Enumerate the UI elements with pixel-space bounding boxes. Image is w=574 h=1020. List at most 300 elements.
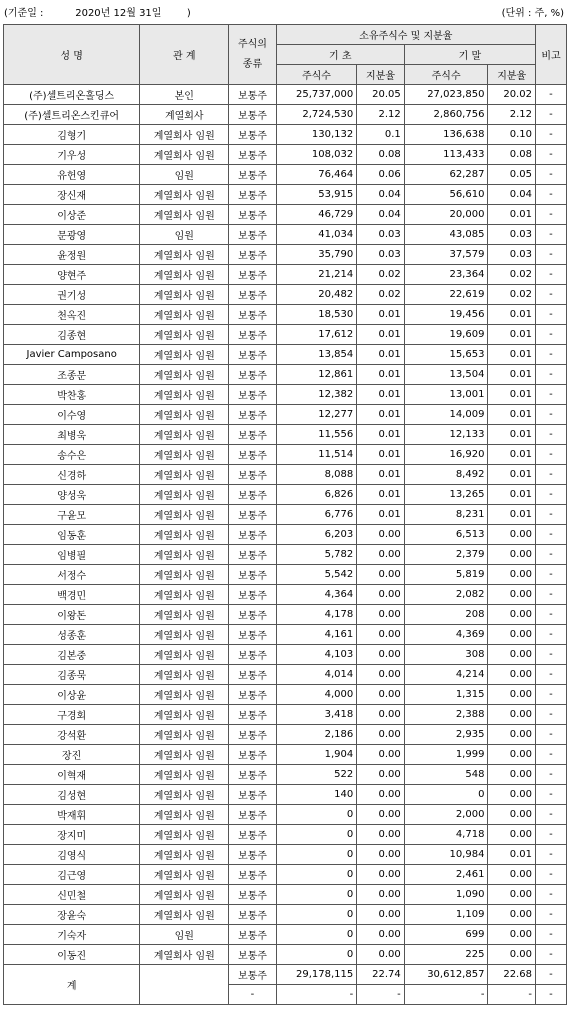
cell-stock-type: 보통주 [229,425,277,445]
total-row [4,965,567,985]
table-row [4,865,567,885]
cell-stock-type: 보통주 [229,825,277,845]
cell-end-shares: 27,023,850 [404,85,488,105]
cell-begin-ratio: 0.00 [357,905,405,925]
cell-end-shares: 699 [404,925,488,945]
cell-end-ratio: 0.01 [488,345,536,365]
header-remark: 비고 [535,25,566,85]
cell-begin-shares: 5,782 [276,545,357,565]
cell-remark: - [535,265,566,285]
cell-begin-ratio: 0.03 [357,225,405,245]
cell-remark: - [535,245,566,265]
cell-begin-shares: 140 [276,785,357,805]
cell-end-ratio: 0.00 [488,945,536,965]
cell-begin-ratio: 0.00 [357,705,405,725]
cell-end-shares: 2,379 [404,545,488,565]
cell-name: Javier Camposano [4,345,140,365]
cell-remark: - [535,545,566,565]
cell-relation: 계열회사 [140,105,229,125]
cell-remark: - [535,585,566,605]
table-row [4,625,567,645]
cell-relation: 계열회사 임원 [140,685,229,705]
cell-begin-shares: 4,103 [276,645,357,665]
cell-end-shares: 16,920 [404,445,488,465]
cell-name: 장신재 [4,185,140,205]
cell-end-ratio: 0.00 [488,525,536,545]
cell-end-shares: 13,265 [404,485,488,505]
cell-stock-type: 보통주 [229,645,277,665]
cell-begin-shares: 0 [276,825,357,845]
table-row [4,405,567,425]
cell-name: 임동훈 [4,525,140,545]
cell-remark: - [535,785,566,805]
cell-remark: - [535,565,566,585]
cell-end-shares: 208 [404,605,488,625]
cell-relation: 임원 [140,165,229,185]
cell-end-ratio: 0.00 [488,605,536,625]
cell-name: 최병욱 [4,425,140,445]
cell-begin-ratio: 0.00 [357,625,405,645]
cell-relation: 계열회사 임원 [140,405,229,425]
table-row [4,905,567,925]
table-row [4,325,567,345]
cell-begin-ratio: 0.00 [357,885,405,905]
table-body [4,85,567,965]
cell-relation: 계열회사 임원 [140,545,229,565]
cell-remark: - [535,305,566,325]
cell-stock-type: 보통주 [229,785,277,805]
cell-end-shares: 20,000 [404,205,488,225]
cell-begin-shares: 2,724,530 [276,105,357,125]
cell-remark: - [535,725,566,745]
cell-stock-type: 보통주 [229,345,277,365]
table-row [4,485,567,505]
cell-end-shares: 2,388 [404,705,488,725]
cell-begin-ratio: 0.00 [357,585,405,605]
cell-begin-shares: 46,729 [276,205,357,225]
total-blank [140,965,229,1005]
cell-stock-type: 보통주 [229,285,277,305]
cell-end-ratio: 0.03 [488,225,536,245]
table-row [4,165,567,185]
cell-end-ratio: 20.02 [488,85,536,105]
cell-name: 임병필 [4,545,140,565]
cell-begin-shares: 5,542 [276,565,357,585]
cell-stock-type: 보통주 [229,745,277,765]
cell-stock-type: 보통주 [229,125,277,145]
cell-stock-type: 보통주 [229,845,277,865]
cell-begin-shares: 8,088 [276,465,357,485]
cell-remark: - [535,505,566,525]
table-row [4,145,567,165]
cell-stock-type: 보통주 [229,365,277,385]
cell-name: 양현주 [4,265,140,285]
cell-begin-ratio: 0.01 [357,505,405,525]
cell-remark: - [535,685,566,705]
table-row [4,645,567,665]
cell-begin-ratio: 0.01 [357,445,405,465]
cell-name: 천옥진 [4,305,140,325]
cell-relation: 계열회사 임원 [140,625,229,645]
table-row [4,725,567,745]
cell-end-ratio: 0.00 [488,805,536,825]
cell-stock-type: 보통주 [229,165,277,185]
total-cell: - [276,985,357,1005]
table-row [4,245,567,265]
cell-begin-ratio: 0.00 [357,545,405,565]
cell-stock-type: 보통주 [229,885,277,905]
cell-end-shares: 2,461 [404,865,488,885]
cell-stock-type: 보통주 [229,185,277,205]
cell-begin-ratio: 0.00 [357,925,405,945]
cell-remark: - [535,705,566,725]
header-name: 성 명 [4,25,140,85]
cell-name: 백경민 [4,585,140,605]
cell-stock-type: 보통주 [229,605,277,625]
cell-end-shares: 8,231 [404,505,488,525]
table-row [4,825,567,845]
cell-end-ratio: 0.01 [488,205,536,225]
cell-remark: - [535,845,566,865]
cell-relation: 계열회사 임원 [140,745,229,765]
cell-begin-ratio: 0.00 [357,765,405,785]
table-row [4,545,567,565]
cell-begin-shares: 108,032 [276,145,357,165]
cell-end-ratio: 0.00 [488,905,536,925]
cell-remark: - [535,665,566,685]
cell-end-ratio: 0.02 [488,265,536,285]
cell-remark: - [535,765,566,785]
cell-begin-ratio: 0.02 [357,265,405,285]
cell-end-shares: 4,369 [404,625,488,645]
cell-name: 송수은 [4,445,140,465]
table-row [4,185,567,205]
cell-remark: - [535,205,566,225]
cell-relation: 임원 [140,925,229,945]
cell-stock-type: 보통주 [229,145,277,165]
cell-relation: 계열회사 임원 [140,905,229,925]
cell-stock-type: 보통주 [229,945,277,965]
cell-name: 유헌영 [4,165,140,185]
cell-begin-ratio: 0.00 [357,865,405,885]
cell-begin-shares: 41,034 [276,225,357,245]
cell-remark: - [535,405,566,425]
cell-end-shares: 548 [404,765,488,785]
cell-stock-type: 보통주 [229,705,277,725]
cell-end-shares: 19,609 [404,325,488,345]
cell-end-ratio: 0.00 [488,565,536,585]
cell-relation: 계열회사 임원 [140,805,229,825]
table-row [4,805,567,825]
cell-begin-shares: 12,861 [276,365,357,385]
cell-begin-shares: 3,418 [276,705,357,725]
cell-begin-shares: 0 [276,845,357,865]
table-row [4,265,567,285]
cell-remark: - [535,905,566,925]
shareholding-table [3,24,567,1005]
cell-end-shares: 43,085 [404,225,488,245]
table-row [4,685,567,705]
cell-end-ratio: 0.00 [488,745,536,765]
cell-relation: 계열회사 임원 [140,185,229,205]
cell-remark: - [535,325,566,345]
cell-remark: - [535,425,566,445]
cell-end-ratio: 0.00 [488,585,536,605]
cell-end-ratio: 0.08 [488,145,536,165]
base-date-label: (기준일 : 2020년 12월 31일 ) [4,8,191,19]
cell-end-ratio: 0.01 [488,385,536,405]
cell-begin-ratio: 0.00 [357,685,405,705]
cell-begin-shares: 0 [276,885,357,905]
cell-remark: - [535,85,566,105]
cell-end-shares: 13,001 [404,385,488,405]
cell-name: 김근영 [4,865,140,885]
cell-end-shares: 1,315 [404,685,488,705]
cell-end-ratio: 0.01 [488,325,536,345]
cell-remark: - [535,465,566,485]
cell-begin-ratio: 0.01 [357,465,405,485]
cell-relation: 계열회사 임원 [140,725,229,745]
table-row [4,565,567,585]
cell-end-shares: 14,009 [404,405,488,425]
cell-name: 기숙자 [4,925,140,945]
cell-begin-shares: 2,186 [276,725,357,745]
table-row [4,385,567,405]
cell-name: 강석환 [4,725,140,745]
cell-begin-ratio: 20.05 [357,85,405,105]
cell-end-ratio: 0.04 [488,185,536,205]
cell-end-shares: 1,090 [404,885,488,905]
cell-end-ratio: 0.00 [488,685,536,705]
cell-end-ratio: 0.00 [488,865,536,885]
cell-stock-type: 보통주 [229,805,277,825]
cell-begin-shares: 4,161 [276,625,357,645]
header-holdings: 소유주식수 및 지분율 [276,25,535,45]
cell-begin-ratio: 0.00 [357,725,405,745]
cell-relation: 계열회사 임원 [140,565,229,585]
cell-name: 문광영 [4,225,140,245]
cell-relation: 계열회사 임원 [140,305,229,325]
cell-end-ratio: 0.00 [488,925,536,945]
cell-remark: - [535,865,566,885]
table-row [4,305,567,325]
cell-end-ratio: 0.01 [488,445,536,465]
header-begin: 기 초 [276,45,404,65]
cell-begin-shares: 4,178 [276,605,357,625]
cell-end-shares: 12,133 [404,425,488,445]
cell-begin-shares: 13,854 [276,345,357,365]
cell-relation: 계열회사 임원 [140,765,229,785]
cell-end-shares: 4,718 [404,825,488,845]
cell-begin-shares: 12,382 [276,385,357,405]
cell-stock-type: 보통주 [229,865,277,885]
cell-relation: 계열회사 임원 [140,845,229,865]
cell-end-shares: 62,287 [404,165,488,185]
cell-begin-shares: 21,214 [276,265,357,285]
table-row [4,345,567,365]
cell-end-ratio: 0.00 [488,725,536,745]
cell-begin-shares: 4,000 [276,685,357,705]
cell-remark: - [535,745,566,765]
cell-end-shares: 2,860,756 [404,105,488,125]
table-row [4,745,567,765]
cell-stock-type: 보통주 [229,665,277,685]
cell-relation: 계열회사 임원 [140,345,229,365]
cell-relation: 계열회사 임원 [140,665,229,685]
cell-stock-type: 보통주 [229,525,277,545]
total-cell: 30,612,857 [404,965,488,985]
cell-relation: 계열회사 임원 [140,425,229,445]
cell-begin-ratio: 0.01 [357,425,405,445]
table-row [4,945,567,965]
cell-end-ratio: 0.01 [488,465,536,485]
cell-end-ratio: 0.00 [488,645,536,665]
cell-begin-ratio: 0.06 [357,165,405,185]
cell-end-shares: 225 [404,945,488,965]
cell-relation: 임원 [140,225,229,245]
cell-end-ratio: 0.00 [488,785,536,805]
cell-end-shares: 4,214 [404,665,488,685]
cell-stock-type: 보통주 [229,565,277,585]
cell-begin-ratio: 0.00 [357,825,405,845]
cell-name: 신경하 [4,465,140,485]
cell-begin-shares: 4,014 [276,665,357,685]
cell-remark: - [535,825,566,845]
cell-name: 구윤모 [4,505,140,525]
cell-name: 서정수 [4,565,140,585]
cell-relation: 계열회사 임원 [140,365,229,385]
cell-begin-ratio: 0.00 [357,665,405,685]
cell-begin-shares: 1,904 [276,745,357,765]
cell-end-shares: 23,364 [404,265,488,285]
cell-stock-type: 보통주 [229,925,277,945]
cell-name: 김영식 [4,845,140,865]
total-cell: - [535,965,566,985]
cell-stock-type: 보통주 [229,725,277,745]
cell-begin-ratio: 2.12 [357,105,405,125]
cell-relation: 계열회사 임원 [140,145,229,165]
cell-remark: - [535,605,566,625]
cell-name: 김종현 [4,325,140,345]
header-end: 기 말 [404,45,535,65]
cell-remark: - [535,885,566,905]
cell-end-ratio: 0.01 [488,405,536,425]
total-cell: 22.74 [357,965,405,985]
cell-name: 장윤숙 [4,905,140,925]
cell-relation: 계열회사 임원 [140,945,229,965]
cell-begin-ratio: 0.03 [357,245,405,265]
cell-begin-ratio: 0.01 [357,305,405,325]
cell-begin-ratio: 0.01 [357,345,405,365]
cell-relation: 계열회사 임원 [140,245,229,265]
cell-stock-type: 보통주 [229,485,277,505]
table-row [4,585,567,605]
cell-begin-shares: 12,277 [276,405,357,425]
cell-remark: - [535,945,566,965]
cell-relation: 계열회사 임원 [140,825,229,845]
cell-remark: - [535,125,566,145]
cell-relation: 계열회사 임원 [140,605,229,625]
cell-end-shares: 22,619 [404,285,488,305]
cell-name: 박재휘 [4,805,140,825]
table-row [4,365,567,385]
cell-name: 기우성 [4,145,140,165]
cell-remark: - [535,165,566,185]
cell-name: (주)셀트리온홀딩스 [4,85,140,105]
cell-relation: 계열회사 임원 [140,585,229,605]
cell-relation: 계열회사 임원 [140,885,229,905]
cell-begin-shares: 17,612 [276,325,357,345]
cell-begin-ratio: 0.04 [357,205,405,225]
cell-name: 김형기 [4,125,140,145]
cell-stock-type: 보통주 [229,685,277,705]
cell-relation: 계열회사 임원 [140,285,229,305]
cell-end-shares: 6,513 [404,525,488,545]
cell-name: 박찬홍 [4,385,140,405]
total-cell: 22.68 [488,965,536,985]
cell-begin-ratio: 0.01 [357,485,405,505]
cell-stock-type: 보통주 [229,505,277,525]
cell-relation: 계열회사 임원 [140,125,229,145]
table-row [4,925,567,945]
cell-begin-shares: 0 [276,905,357,925]
table-row [4,605,567,625]
cell-name: 조종문 [4,365,140,385]
cell-begin-shares: 53,915 [276,185,357,205]
total-cell: - [357,985,405,1005]
cell-stock-type: 보통주 [229,905,277,925]
table-row [4,445,567,465]
cell-relation: 계열회사 임원 [140,485,229,505]
table-row [4,845,567,865]
cell-relation: 계열회사 임원 [140,505,229,525]
cell-end-ratio: 0.00 [488,545,536,565]
cell-relation: 계열회사 임원 [140,865,229,885]
top-bar [0,0,574,24]
cell-stock-type: 보통주 [229,85,277,105]
table-row [4,785,567,805]
cell-stock-type: 보통주 [229,205,277,225]
header-end-ratio: 지분율 [488,65,536,85]
cell-remark: - [535,285,566,305]
cell-begin-ratio: 0.02 [357,285,405,305]
cell-begin-shares: 4,364 [276,585,357,605]
cell-end-ratio: 2.12 [488,105,536,125]
cell-name: 이수영 [4,405,140,425]
total-cell: - [488,985,536,1005]
cell-end-shares: 8,492 [404,465,488,485]
cell-begin-ratio: 0.00 [357,645,405,665]
total-cell: - [404,985,488,1005]
cell-end-ratio: 0.00 [488,885,536,905]
cell-end-ratio: 0.00 [488,665,536,685]
table-row [4,465,567,485]
cell-begin-ratio: 0.00 [357,565,405,585]
cell-name: 장진 [4,745,140,765]
cell-name: 이왕돈 [4,605,140,625]
cell-begin-shares: 20,482 [276,285,357,305]
cell-begin-shares: 35,790 [276,245,357,265]
cell-stock-type: 보통주 [229,445,277,465]
cell-begin-shares: 25,737,000 [276,85,357,105]
cell-end-shares: 2,000 [404,805,488,825]
cell-end-ratio: 0.01 [488,305,536,325]
table-row [4,505,567,525]
cell-relation: 계열회사 임원 [140,465,229,485]
cell-name: 김종묵 [4,665,140,685]
cell-stock-type: 보통주 [229,245,277,265]
cell-end-shares: 5,819 [404,565,488,585]
